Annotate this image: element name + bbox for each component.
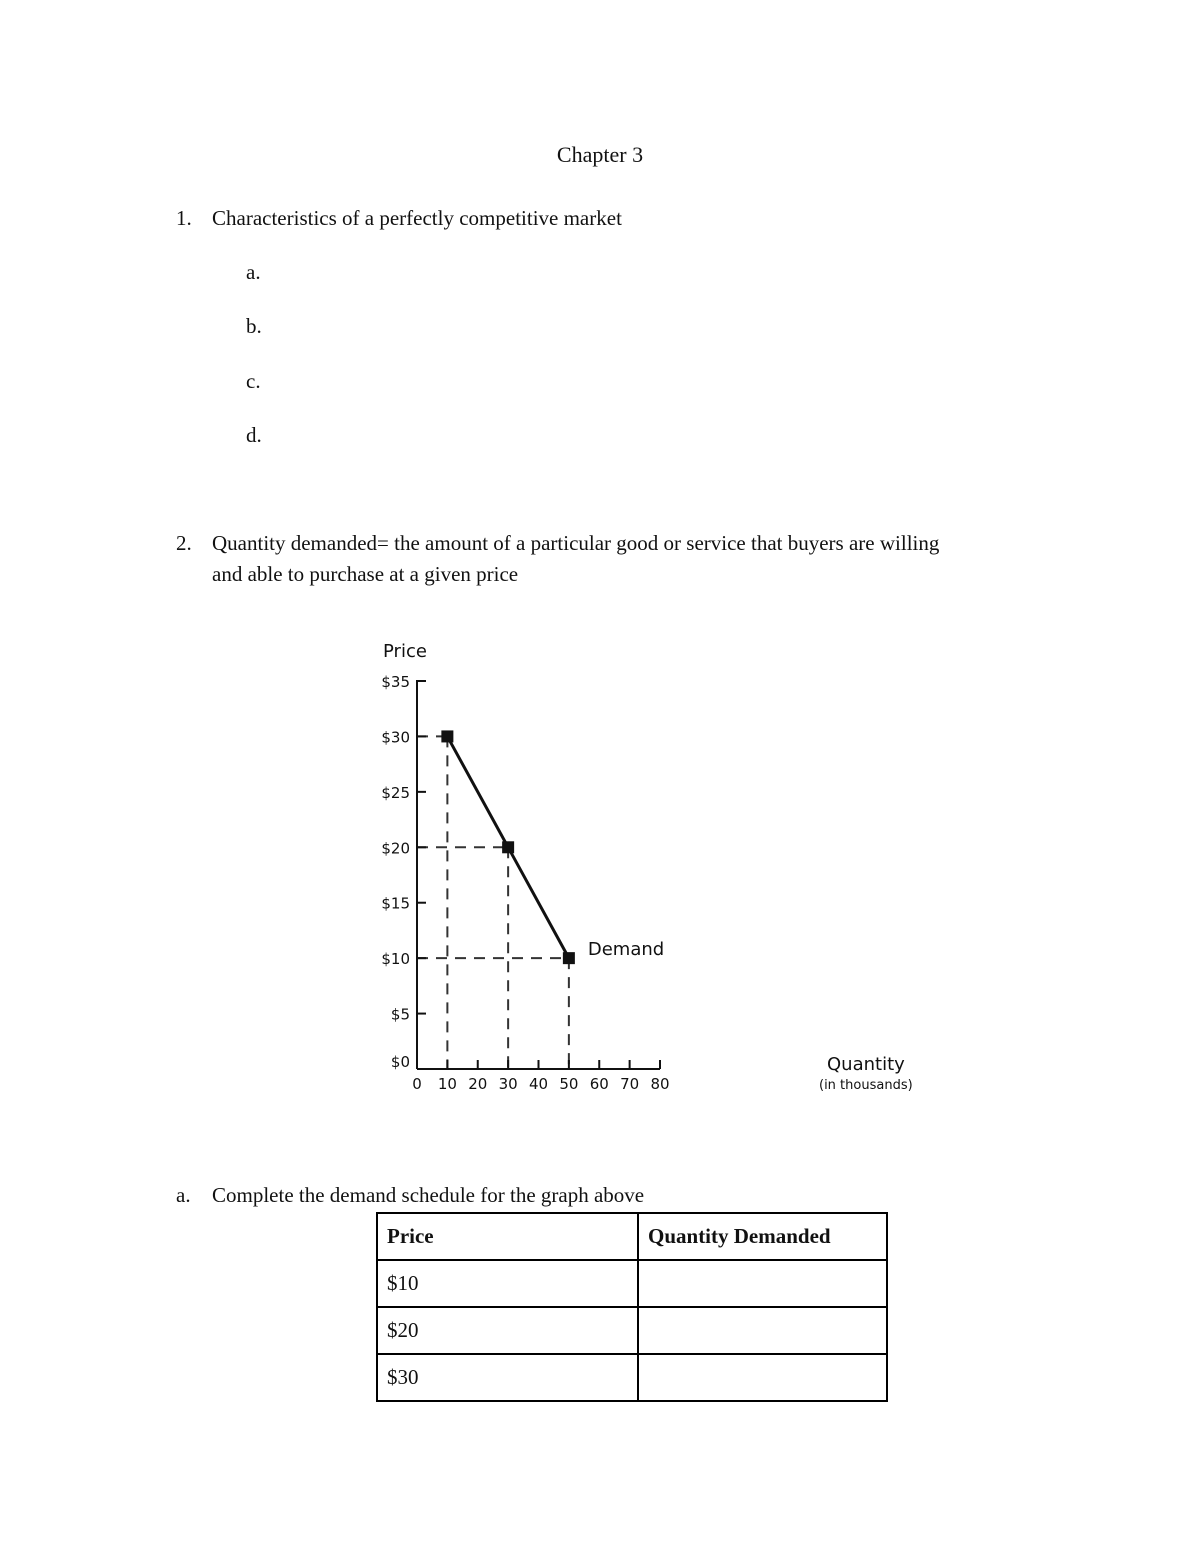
data-point-marker [502, 841, 514, 853]
y-tick-label: $25 [381, 783, 410, 802]
question-1-text: Characteristics of a perfectly competitive market [212, 206, 622, 230]
y-tick-label: $35 [381, 673, 410, 691]
quantity-cell[interactable] [638, 1260, 887, 1307]
y-tick-label: $20 [381, 839, 410, 858]
x-tick-label: 80 [650, 1075, 670, 1093]
question-1-item-d: d. [246, 423, 262, 447]
data-point-marker [441, 730, 453, 742]
x-tick-label: 40 [528, 1075, 549, 1093]
table-row [377, 1354, 887, 1401]
y-tick-label: $10 [381, 950, 410, 969]
x-tick-label: 30 [498, 1075, 518, 1093]
demand-series-label: Demand [587, 939, 665, 961]
header-quantity-demanded: Quantity Demanded [638, 1213, 887, 1260]
x-tick-label: 60 [589, 1075, 609, 1093]
table-header-row [377, 1213, 887, 1260]
demand-graph [360, 630, 940, 1110]
y-tick-label: $5 [390, 1005, 410, 1024]
question-2-line-1: Quantity demanded= the amount of a particular good or service that buyers are willing [212, 531, 940, 555]
chapter-title: Chapter 3 [556, 142, 644, 167]
part-a-text: Complete the demand schedule for the graph above [212, 1183, 645, 1207]
x-axis-sublabel: (in thousands) [819, 1078, 913, 1093]
question-1-item-b: b. [246, 314, 262, 338]
y-tick-label: $0 [390, 1053, 410, 1071]
x-axis-label: Quantity [827, 1054, 905, 1075]
price-cell: $20 [377, 1307, 638, 1354]
question-2-line-2: and able to purchase at a given price [212, 562, 519, 586]
table-row [377, 1260, 887, 1307]
y-tick-label: $30 [381, 728, 410, 747]
x-tick-label: 50 [559, 1075, 579, 1093]
x-tick-label: 70 [620, 1075, 640, 1093]
question-1-item-c: c. [246, 369, 261, 393]
question-1-item-a: a. [246, 260, 261, 284]
demand-schedule-table [376, 1212, 888, 1402]
x-tick-label: 10 [437, 1075, 457, 1093]
x-tick-label: 0 [412, 1075, 422, 1093]
y-tick-label: $15 [381, 894, 410, 913]
question-2-number: 2. [176, 531, 192, 555]
part-a-letter: a. [176, 1183, 191, 1207]
price-cell: $10 [377, 1260, 638, 1307]
question-1-number: 1. [176, 206, 192, 230]
y-axis-label: Price [383, 641, 427, 662]
data-point-marker [563, 952, 575, 964]
price-cell: $30 [377, 1354, 638, 1401]
quantity-cell[interactable] [638, 1307, 887, 1354]
x-tick-label: 20 [468, 1075, 488, 1093]
quantity-cell[interactable] [638, 1354, 887, 1401]
header-price: Price [377, 1213, 638, 1260]
table-row [377, 1307, 887, 1354]
